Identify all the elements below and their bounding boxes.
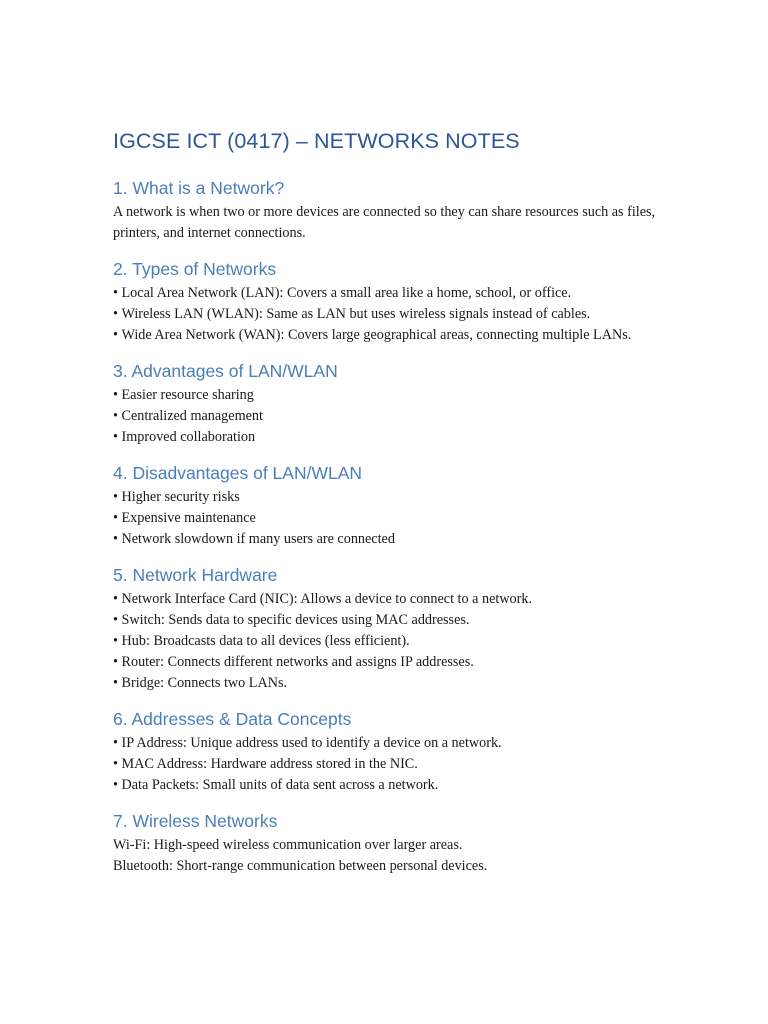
bullet-item: • Easier resource sharing — [113, 385, 658, 406]
bullet-item: • IP Address: Unique address used to identify a device on a network. — [113, 733, 658, 754]
section-heading: 2. Types of Networks — [113, 259, 277, 279]
bullet-item: • MAC Address: Hardware address stored in the NIC. — [113, 754, 658, 775]
paragraph: A network is when two or more devices are connected so they can share resources such as files, printers, and internet connections. — [113, 204, 656, 241]
bullet-item: • Improved collaboration — [113, 427, 658, 448]
section-heading: 3. Advantages of LAN/WLAN — [113, 361, 338, 381]
section-types-of-networks — [113, 257, 658, 346]
paragraph: Wi-Fi: High-speed wireless communication over larger areas. — [113, 837, 463, 853]
section-advantages — [113, 359, 658, 448]
bullet-item: • Wide Area Network (WAN): Covers large geographical areas, connecting multiple LANs. — [113, 325, 658, 346]
section-disadvantages — [113, 461, 658, 550]
section-what-is-network — [113, 176, 658, 244]
bullet-item: • Network Interface Card (NIC): Allows a device to connect to a network. — [113, 589, 658, 610]
bullet-item: • Wireless LAN (WLAN): Same as LAN but uses wireless signals instead of cables. — [113, 304, 658, 325]
section-heading: 6. Addresses & Data Concepts — [113, 709, 352, 729]
bullet-item: • Network slowdown if many users are connected — [113, 529, 658, 550]
section-heading: 1. What is a Network? — [113, 178, 285, 198]
bullet-item: • Centralized management — [113, 406, 658, 427]
section-addresses-data — [113, 707, 658, 796]
bullet-item: • Hub: Broadcasts data to all devices (less efficient). — [113, 631, 658, 652]
bullet-item: • Bridge: Connects two LANs. — [113, 673, 658, 694]
section-heading: 4. Disadvantages of LAN/WLAN — [113, 463, 363, 483]
bullet-item: • Data Packets: Small units of data sent across a network. — [113, 775, 658, 796]
bullet-item: • Local Area Network (LAN): Covers a small area like a home, school, or office. — [113, 283, 658, 304]
document-title: IGCSE ICT (0417) – NETWORKS NOTES — [113, 129, 520, 153]
section-heading: 7. Wireless Networks — [113, 811, 278, 831]
paragraph: Bluetooth: Short-range communication between personal devices. — [113, 858, 488, 874]
document-page — [113, 126, 658, 890]
bullet-item: • Expensive maintenance — [113, 508, 658, 529]
bullet-item: • Router: Connects different networks and assigns IP addresses. — [113, 652, 658, 673]
bullet-item: • Switch: Sends data to specific devices using MAC addresses. — [113, 610, 658, 631]
section-wireless-networks — [113, 809, 658, 877]
bullet-item: • Higher security risks — [113, 487, 658, 508]
section-network-hardware — [113, 563, 658, 694]
section-heading: 5. Network Hardware — [113, 565, 278, 585]
